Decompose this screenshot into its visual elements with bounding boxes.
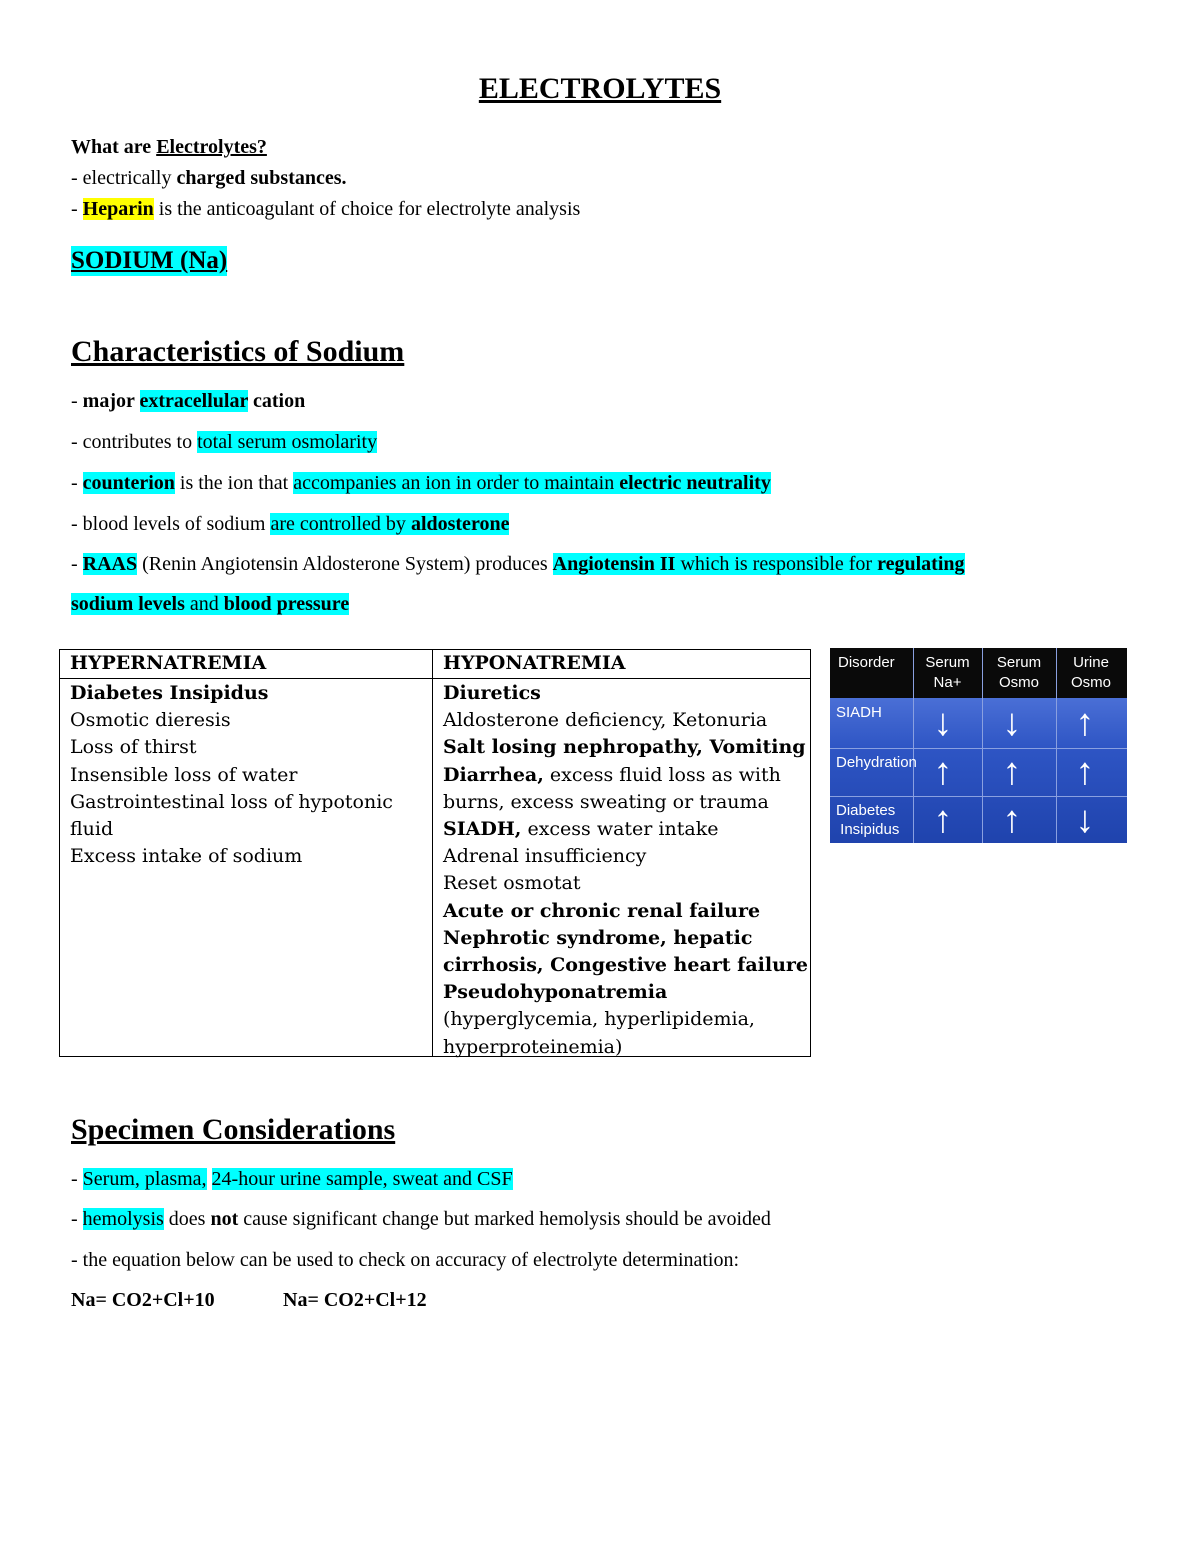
img-row-label: Diabetes Insipidus [836,802,900,838]
hypernatremia-cause: Insensible loss of water [70,763,298,786]
hyponatremia-cause: SIADH, excess water intake [443,818,719,841]
specimen-line-1: - Serum, plasma, 24-hour urine sample, sweat and CSF [71,1168,513,1190]
hyponatremia-cause: Adrenal insufficiency [443,845,647,868]
page-title: ELECTROLYTES [478,72,722,105]
char-bullet-5: - RAAS (Renin Angiotensin Aldosterone System) produces Angiotensin II which is responsible for regulating [71,553,965,575]
arrow-up-icon: ↑ [1075,751,1095,793]
char-bullet-3: - counterion is the ion that accompanies an ion in order to maintain electric neutrality [71,472,771,494]
hyponatremia-cause: hyperproteinemia) [443,1035,623,1058]
img-row-label: SIADH [836,704,882,721]
char-bullet-1: - major extracellular cation [71,390,306,412]
img-header-disorder: Disorder [838,654,895,671]
disorder-osmolality-image [830,648,1127,843]
hyponatremia-cause: Salt losing nephropathy, Vomiting [443,736,806,759]
hyponatremia-cause: Nephrotic syndrome, hepatic [443,926,753,949]
intro-question: What are Electrolytes? [71,136,267,158]
characteristics-heading: Characteristics of Sodium [71,335,405,368]
arrow-down-icon: ↓ [1075,798,1095,841]
arrow-down-icon: ↓ [933,702,953,744]
hyponatremia-cause: Aldosterone deficiency, Ketonuria [443,709,768,732]
hypernatremia-cause: Excess intake of sodium [70,845,303,868]
arrow-down-icon: ↓ [1002,702,1022,744]
img-header-urine-osmo: Urine Osmo [1070,654,1111,691]
specimen-line-3: - the equation below can be used to check on accuracy of electrolyte determination: [71,1249,740,1271]
equation-1: Na= CO2+Cl+10 [71,1289,215,1311]
hypernatremia-cause: Diabetes Insipidus [70,682,269,704]
img-row-label: Dehydration [836,754,917,771]
hyponatremia-cause: Reset osmotat [443,872,581,895]
sodium-heading: SODIUM (Na) [71,247,228,274]
hyponatremia-cause: Acute or chronic renal failure [443,899,761,922]
char-bullet-5-cont: sodium levels and blood pressure [71,593,350,615]
arrow-up-icon: ↑ [1002,798,1022,841]
char-bullet-2: - contributes to total serum osmolarity [71,431,378,453]
arrow-up-icon: ↑ [1075,702,1095,744]
arrow-up-icon: ↑ [933,751,953,793]
hyponatremia-cause: cirrhosis, Congestive heart failure [443,954,808,977]
arrow-up-icon: ↑ [933,798,953,841]
hypernatremia-cause: fluid [70,818,114,841]
hypernatremia-cause: Gastrointestinal loss of hypotonic [70,790,393,813]
specimen-heading: Specimen Considerations [71,1113,396,1146]
hypernatremia-cause: Osmotic dieresis [70,709,231,732]
hypernatremia-cause: Loss of thirst [70,736,197,759]
hyponatremia-causes [443,680,808,1061]
hyponatremia-cause: (hyperglycemia, hyperlipidemia, [443,1008,755,1031]
intro-line-2: - Heparin is the anticoagulant of choice for electrolyte analysis [71,198,581,220]
hyponatremia-cause: Pseudohyponatremia [443,981,668,1004]
hypernatremia-causes [70,680,393,870]
hyponatremia-header: HYPONATREMIA [443,652,626,674]
hyponatremia-cause: Diarrhea, excess fluid loss as with [443,763,781,786]
char-bullet-4: - blood levels of sodium are controlled by aldosterone [71,513,510,535]
specimen-line-2: - hemolysis does not cause significant change but marked hemolysis should be avoided [71,1208,771,1230]
equation-2: Na= CO2+Cl+12 [283,1289,427,1311]
img-header-serum-osmo: Serum Osmo [996,654,1042,691]
arrow-up-icon: ↑ [1002,751,1022,793]
hyponatremia-cause: Diuretics [443,682,541,704]
img-header-serum-na: Serum Na+ [925,654,970,691]
natremia-table [59,649,811,1057]
hyponatremia-cause: burns, excess sweating or trauma [443,790,769,813]
hypernatremia-header: HYPERNATREMIA [70,652,267,674]
intro-line-1: - electrically charged substances. [71,167,347,189]
